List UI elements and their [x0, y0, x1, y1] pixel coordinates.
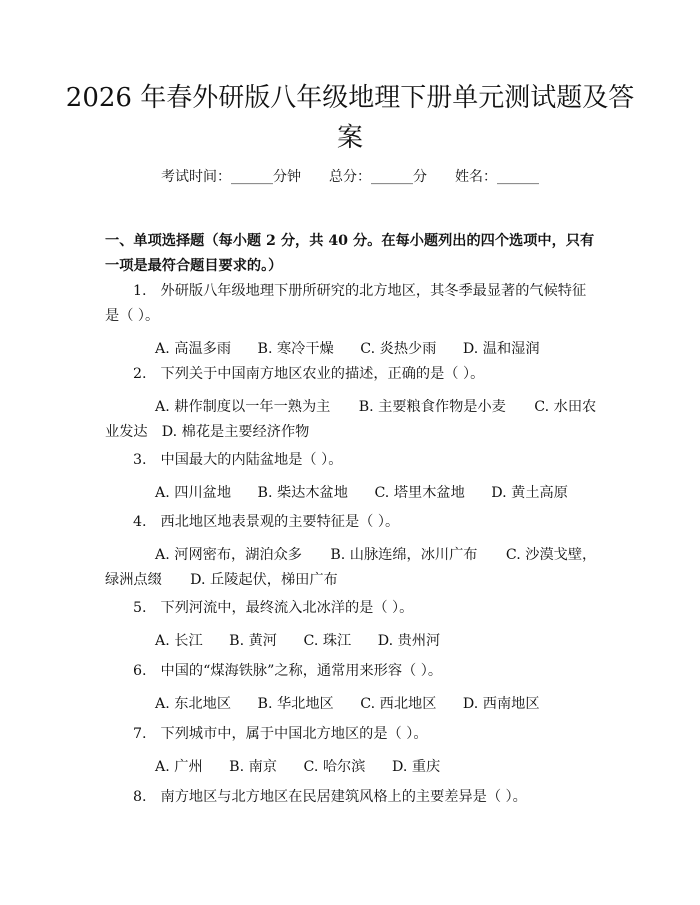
option-d: D. 棉花是主要经济作物: [161, 424, 310, 440]
question-number: 2.: [133, 366, 147, 382]
option-b: B. 黄河: [229, 633, 277, 649]
question-number: 8.: [133, 789, 147, 805]
question-stem: 南方地区与北方地区在民居建筑风格上的主要差异是（ ）。: [160, 789, 527, 805]
question-6: [105, 659, 597, 717]
option-b: B. 寒冷干燥: [257, 341, 334, 357]
question-stem: 中国最大的内陆盆地是（ ）。: [160, 452, 343, 468]
option-a: A. 长江: [155, 633, 203, 649]
question-stem: 下列河流中，最终流入北冰洋的是（ ）。: [160, 600, 414, 616]
section-heading-single-choice: 一、单项选择题（每小题 2 分，共 40 分。在每小题列出的四个选项中，只有一项是最符合题目要求的。）: [105, 233, 595, 274]
option-c: C. 珠江: [303, 633, 352, 649]
option-c: C. 塔里木盆地: [374, 485, 465, 501]
exam-info-line: 考试时间：______分钟 总分：______分 姓名：______: [161, 169, 539, 185]
question-number: 6.: [133, 663, 147, 679]
question-stem: 中国的“煤海铁脉”之称，通常用来形容（ ）。: [160, 663, 443, 679]
option-a: A. 东北地区: [155, 696, 232, 712]
question-stem: 外研版八年级地理下册所研究的北方地区，其冬季最显著的气候特征是（ ）。: [105, 283, 587, 324]
question-number: 4.: [133, 514, 147, 530]
question-4: [105, 510, 597, 593]
document-title: 2026 年春外研版八年级地理下册单元测试题及答案: [65, 83, 635, 153]
option-d: D. 黄土高原: [491, 485, 568, 501]
option-d: D. 温和湿润: [462, 341, 540, 357]
question-stem: 下列关于中国南方地区农业的描述，正确的是（ ）。: [160, 366, 485, 382]
option-d: D. 丘陵起伏，梯田广布: [190, 572, 338, 588]
question-stem: 西北地区地表景观的主要特征是（ ）。: [160, 514, 400, 530]
option-b: B. 南京: [229, 759, 277, 775]
question-1: [105, 279, 597, 362]
question-5: [105, 596, 597, 654]
option-a: A. 高温多雨: [155, 341, 232, 357]
option-c: C. 哈尔滨: [303, 759, 366, 775]
option-a: A. 河网密布，湖泊众多: [155, 547, 302, 563]
option-d: D. 西南地区: [462, 696, 540, 712]
option-b: B. 山脉连绵，冰川广布: [330, 547, 478, 563]
option-b: B. 柴达木盆地: [257, 485, 348, 501]
option-b: B. 华北地区: [257, 696, 334, 712]
option-a: A. 四川盆地: [155, 485, 232, 501]
option-d: D. 重庆: [391, 759, 441, 775]
question-number: 1.: [133, 283, 147, 299]
option-b: B. 主要粮食作物是小麦: [358, 399, 506, 415]
question-2: [105, 362, 597, 445]
option-c: C. 水田农业发达: [105, 399, 597, 440]
question-number: 3.: [133, 452, 147, 468]
question-number: 5.: [133, 600, 147, 616]
option-c: C. 炎热少雨: [360, 341, 437, 357]
option-c: C. 沙漠戈壁，绿洲点缀: [105, 547, 597, 588]
question-stem: 下列城市中，属于中国北方地区的是（ ）。: [160, 726, 428, 742]
question-3: [105, 448, 597, 506]
option-a: A. 耕作制度以一年一熟为主: [155, 399, 331, 415]
option-a: A. 广州: [155, 759, 203, 775]
question-8: [105, 785, 597, 810]
question-7: [105, 722, 597, 780]
question-number: 7.: [133, 726, 147, 742]
option-d: D. 贵州河: [377, 633, 441, 649]
option-c: C. 西北地区: [360, 696, 437, 712]
